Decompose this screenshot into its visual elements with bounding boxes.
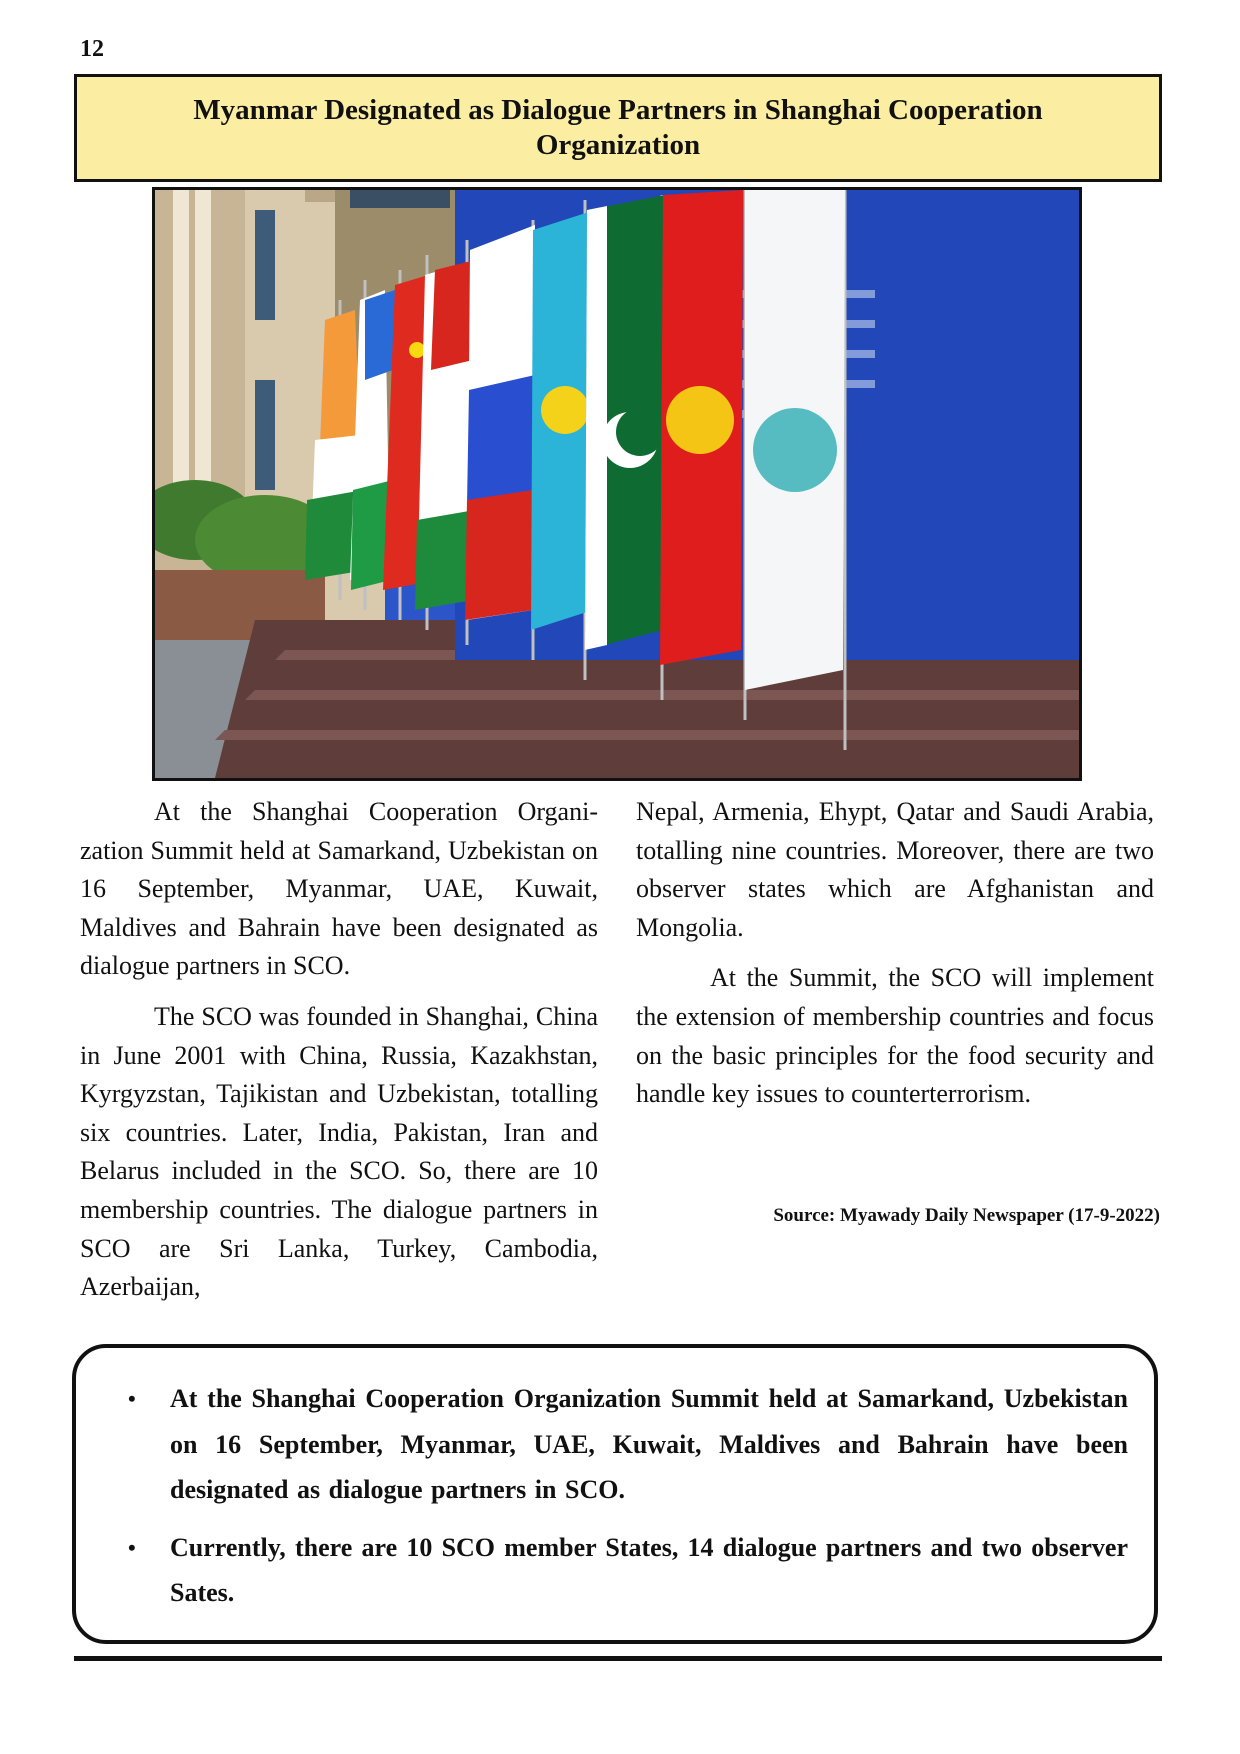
flags-photo-illustration	[155, 190, 1079, 778]
summary-point	[110, 1376, 1128, 1513]
summary-point-text: At the Shanghai Cooperation Organization Summit held at Samarkand, Uzbekistan on 16 September, Myanmar, UAE, Kuwait, Maldives and Bahrain have been designated as dialogue partners in SCO.	[170, 1384, 1128, 1504]
article-paragraph: At the Shanghai Cooperation Organization Summit held at Samarkand, Uzbekistan on 16 September, Myanmar, UAE, Kuwait, Maldives and Bahrain have been designated as dialogue partners in SCO.	[80, 797, 598, 981]
article-left-column	[80, 793, 598, 1319]
article-title: Myanmar Designated as Dialogue Partners in Shanghai Cooperation Organization	[193, 94, 1043, 161]
summary-point	[110, 1525, 1128, 1616]
summary-list	[110, 1376, 1128, 1616]
article-paragraph: The SCO was founded in Shanghai, China in June 2001 with China, Russia, Kazakhstan, Kyrgyzstan, Tajikistan and Uzbekistan, totalling six countries. Later, India, Pakistan, Iran and Belarus included in the SCO. So, there are 10 membership countries. The dialogue partners in SCO are Sri Lanka, Turkey, Cambodia, Azerbaijan,	[80, 1001, 598, 1302]
summary-box	[72, 1344, 1158, 1644]
bullet-icon: •	[128, 1386, 136, 1411]
bottom-rule	[74, 1656, 1162, 1661]
page-number: 12	[80, 36, 104, 62]
article-title-box	[74, 74, 1162, 182]
article-paragraph: At the Summit, the SCO will implement the extension of membership countries and focus on the basic principles for the food security and handle key issues to counterterrorism.	[636, 963, 1154, 1109]
article-right-column	[636, 793, 1154, 1126]
article-photo	[152, 187, 1082, 781]
bullet-icon: •	[128, 1534, 136, 1560]
article-source: Source: Myawady Daily Newspaper (17-9-2022)	[773, 1205, 1160, 1226]
summary-point-text: Currently, there are 10 SCO member States, 14 dialogue partners and two observer Sates.	[170, 1532, 1128, 1607]
article-paragraph: Nepal, Armenia, Ehypt, Qatar and Saudi Arabia, totalling nine countries. Moreover, there are two observer states which are Afghanistan and Mongolia.	[636, 797, 1154, 942]
